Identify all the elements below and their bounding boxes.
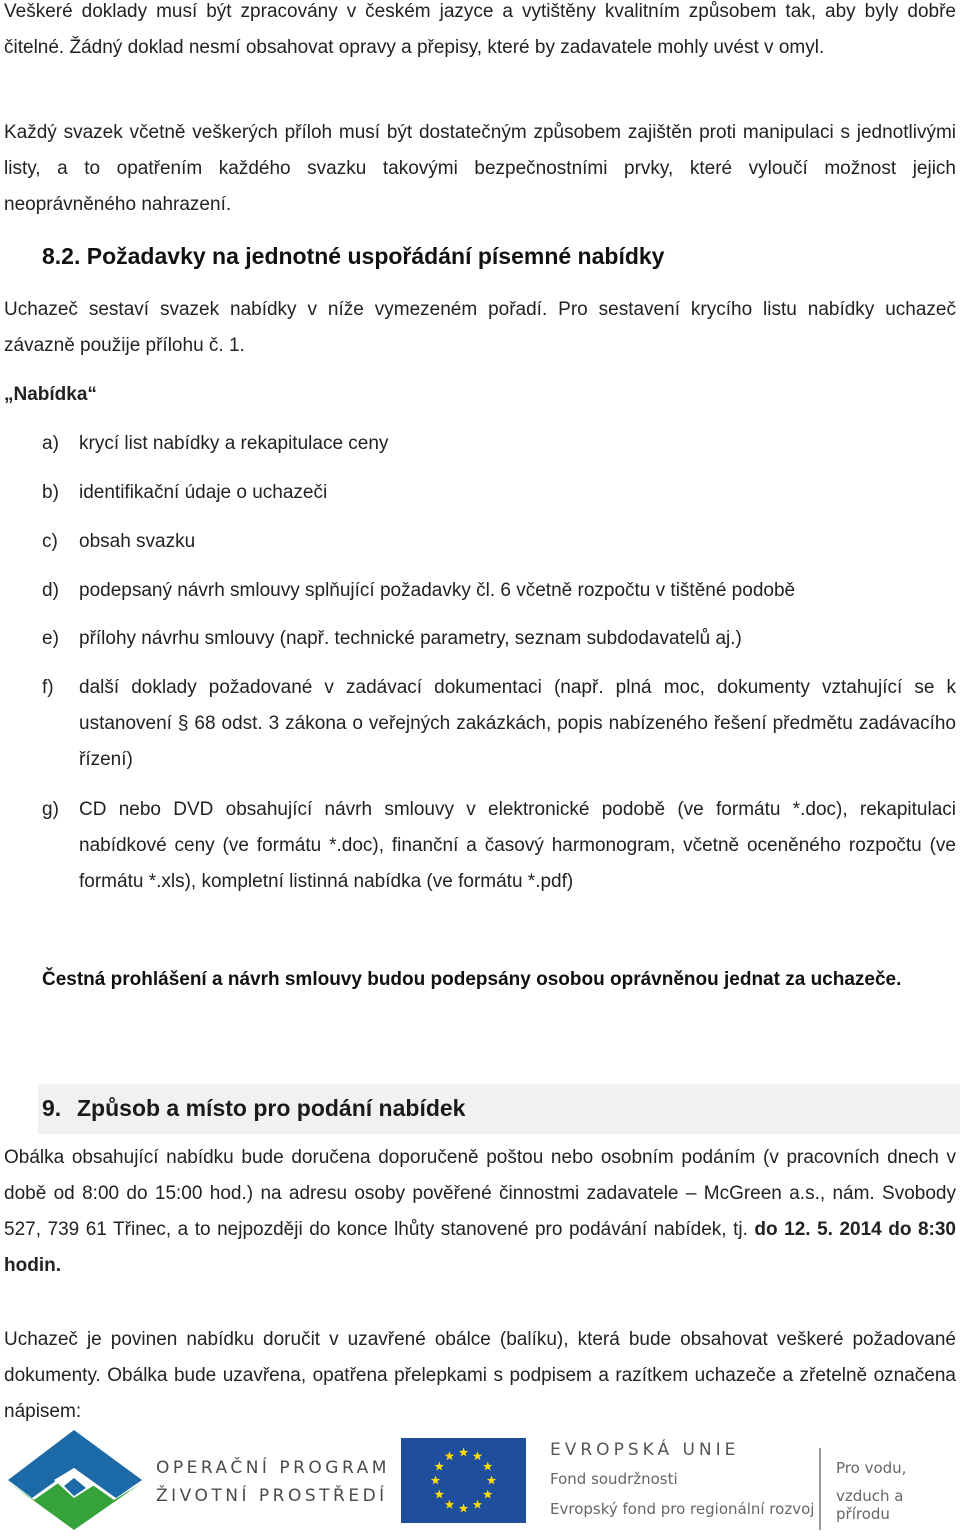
eu-fund-cohesion: Fond soudržnosti [550,1470,678,1488]
list-item-text: CD nebo DVD obsahující návrh smlouvy v elektronické podobě (ve formátu *.doc), rekapitulaci nabídkové ceny (ve formátu *.doc), finanční a časový harmonogram, včetně oceněného rozpočtu (ve formátu *.xls), kompletní listinná nabídka (ve formátu *.pdf) [79,799,956,892]
paragraph-submission-address [4,1140,956,1284]
paragraph-envelope-requirements: Uchazeč je povinen nabídku doručit v uzavřené obálce (balíku), která bude obsahovat veškeré požadované dokumenty. Obálka bude uzavřena, opatřena přelepkami s podpisem a razítkem uchazeče a zřetelně označena nápisem: [4,1329,956,1422]
list-item-letter: g) [42,799,59,820]
eu-title: EVROPSKÁ UNIE [550,1440,740,1460]
list-item-text: podepsaný návrh smlouvy splňující požadavky čl. 6 včetně rozpočtu v tištěné podobě [79,580,796,601]
op-logo-line1: OPERAČNÍ PROGRAM [156,1458,390,1478]
list-item-letter: d) [42,580,59,601]
nabidka-label: „Nabídka“ [4,384,97,405]
paragraph-bundle-security: Každý svazek včetně veškerých příloh musí být dostatečným způsobem zajištěn proti manipulaci s jednotlivými listy, a to opatřením každého svazku takovými bezpečnostními prvky, které vyloučí možnost jejich neoprávněného nahrazení. [4,122,956,215]
motto-line1: Pro vodu, [836,1459,907,1477]
list-item-text: přílohy návrhu smlouvy (např. technické parametry, seznam subdodavatelů aj.) [79,628,742,649]
op-logo-line2: ŽIVOTNÍ PROSTŘEDÍ [156,1486,388,1506]
op-zp-logo-icon [4,1428,146,1532]
list-item-text: další doklady požadované v zadávací dokumentaci (např. plná moc, dokumenty vztahující se k ustanovení § 68 odst. 3 zákona o veřejných zakázkách, popis nabízeného řešení předmětu zadávacího řízení) [79,677,956,770]
list-item-letter: f) [42,677,54,698]
eu-flag-icon [401,1438,526,1523]
section-9-title: Způsob a místo pro podání nabídek [77,1095,466,1121]
list-item-letter: b) [42,482,59,503]
list-item-letter: e) [42,628,59,649]
paragraph-bundle-order: Uchazeč sestaví svazek nabídky v níže vymezeném pořadí. Pro sestavení krycího listu nabídky uchazeč závazně použije přílohu č. 1. [4,299,956,356]
list-item-text: krycí list nabídky a rekapitulace ceny [79,433,389,454]
submission-deadline: do 12. 5. 2014 do 8:30 hodin. [4,1219,957,1276]
declaration-statement: Čestná prohlášení a návrh smlouvy budou podepsány osobou oprávněnou jednat za uchazeče. [42,969,902,990]
section-8-2-heading: 8.2. Požadavky na jednotné uspořádání písemné nabídky [42,243,665,269]
submission-text: Obálka obsahující nabídku bude doručena doporučeně poštou nebo osobním podáním (v pracovních dnech v době od 8:00 do 15:00 hod.) na adresu osoby pověřené činnostmi zadavatele – McGreen a.s., nám. Svobody 527, 739 61 Třinec, a to nejpozději do konce lhůty stanovené pro podávání nabídek, tj. [4,1147,956,1240]
footer-logo-strip [0,1420,960,1537]
motto-line2: vzduch a přírodu [836,1487,904,1523]
footer-divider [819,1448,821,1530]
list-item-text: obsah svazku [79,531,196,552]
paragraph-document-language: Veškeré doklady musí být zpracovány v českém jazyce a vytištěny kvalitním způsobem tak, aby byly dobře čitelné. Žádný doklad nesmí obsahovat opravy a přepisy, které by zadavatele mohly uvést v omyl. [4,1,956,58]
section-9-heading-bar [38,1084,960,1134]
list-item-letter: c) [42,531,58,552]
section-9-number: 9. [42,1095,62,1121]
eu-fund-regional: Evropský fond pro regionální rozvoj [550,1500,815,1518]
list-item-text: identifikační údaje o uchazeči [79,482,328,503]
list-item-letter: a) [42,433,59,454]
